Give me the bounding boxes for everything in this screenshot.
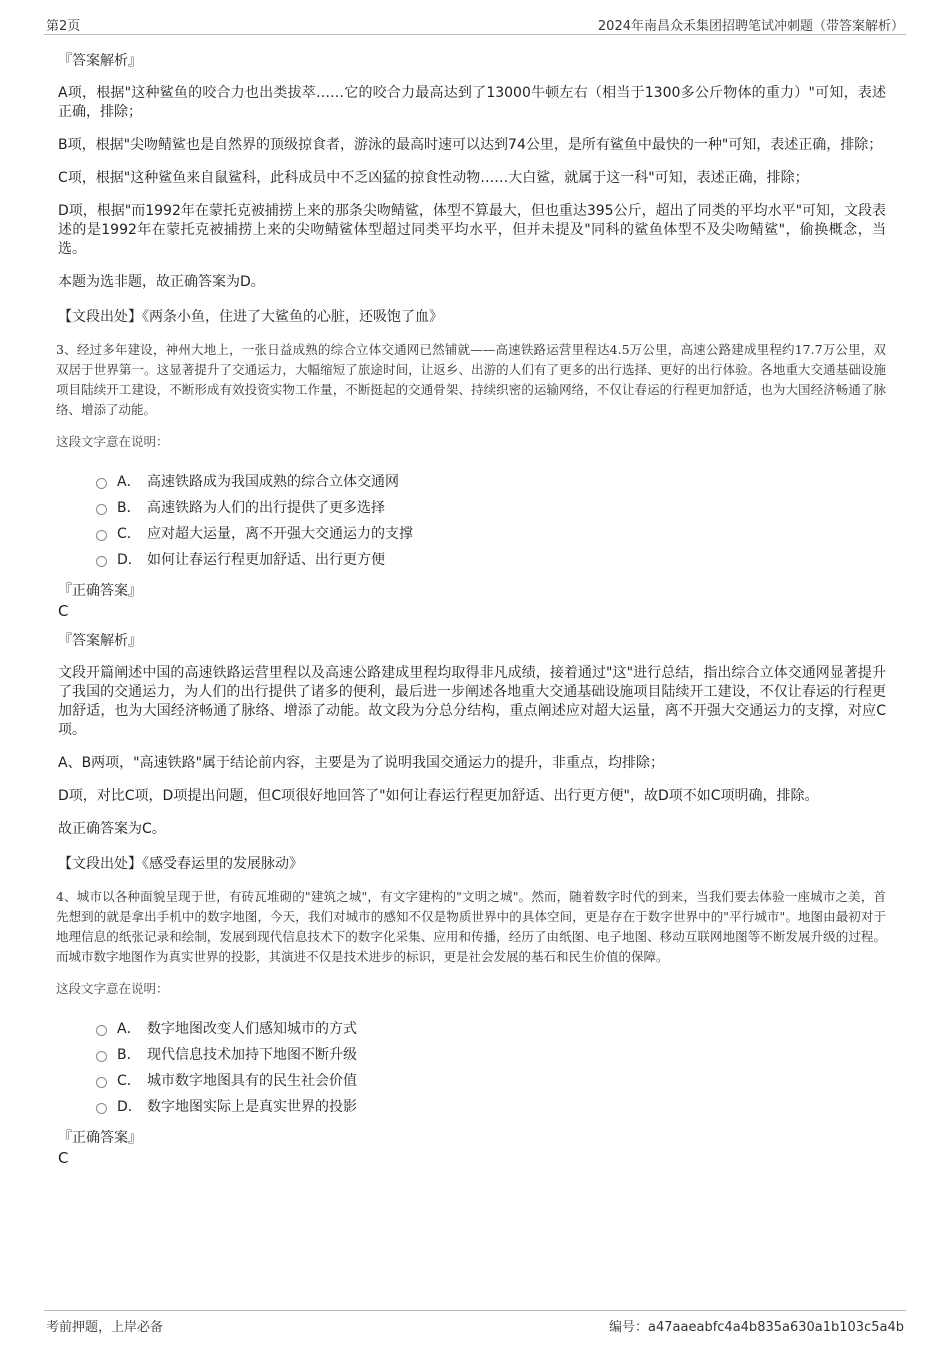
- q3-analysis-ab: A、B两项，"高速铁路"属于结论前内容，主要是为了说明我国交通运力的提升，非重点，均排除；: [58, 755, 665, 771]
- q3-question: 3、经过多年建设，神州大地上，一张日益成熟的综合立体交通网已然铺就——高速铁路运营里程达4.5万公里，高速公路建成里程约17.7万公里，双双居于世界第一。这显著提升了交通运力，大幅缩短了旅途时间，让返乡、出游的人们有了更多的出行选择、更好的出行体验。各地重大交通基础设施项目陆续开工建设，不断形成有效投资实物工作量，不断挺起的交通骨架、持续织密的运输网络，不仅让春运的行程更加舒适，也为大国经济畅通了脉络、增添了动能。: [56, 342, 886, 417]
- q3-prompt: 这段文字意在说明：: [56, 434, 169, 449]
- q2-analysis-d: D项，根据"而1992年在蒙托克被捕捞上来的那条尖吻鲭鲨，体型不算最大，但也重达395公斤，超出了同类的平均水平"可知，文段表述的是1992年在蒙托克被捕捞上来的尖吻鲭鲨体型超过同类平均水平，但并未提及"同科的鲨鱼体型不及尖吻鲭鲨"，偷换概念，当选。: [58, 203, 887, 257]
- q2-source: 【文段出处】《两条小鱼，住进了大鲨鱼的心脏，还吸饱了血》: [58, 309, 443, 325]
- radio-icon[interactable]: [96, 1025, 107, 1036]
- q2-analysis-a: A项，根据"这种鲨鱼的咬合力也出类拔萃……它的咬合力最高达到了13000牛顿左右（相当于1300多公斤物体的重力）"可知，表述正确，排除；: [58, 85, 886, 120]
- q3-analysis-d: D项，对比C项，D项提出问题，但C项很好地回答了"如何让春运行程更加舒适、出行更方便"，故D项不如C项明确，排除。: [58, 788, 819, 804]
- footer-slogan: 考前押题，上岸必备: [46, 1320, 164, 1335]
- q4-option-c[interactable]: C． 城市数字地图具有的民生社会价值: [96, 1067, 886, 1093]
- q4-options: [96, 1015, 886, 1119]
- document-id: 编号：a47aaeabfc4a4b835a630a1b103c5a4b: [609, 1320, 904, 1335]
- q3-option-b[interactable]: B． 高速铁路为人们的出行提供了更多选择: [96, 494, 886, 520]
- q3-analysis-main: 文段开篇阐述中国的高速铁路运营里程以及高速公路建成里程均取得非凡成绩，接着通过"这"进行总结，指出综合立体交通网显著提升了我国的交通运力，为人们的出行提供了诸多的便利，最后进一步阐述各地重大交通基础设施项目陆续开工建设，不仅让春运的行程更加舒适，也为大国经济畅通了脉络、增添了动能。故文段为分总分结构，重点阐述应对超大运量，离不开强大交通运力的支撑，对应C项。: [58, 665, 886, 738]
- q4-answer: C: [58, 1149, 69, 1167]
- q3-option-d[interactable]: D． 如何让春运行程更加舒适、出行更方便: [96, 546, 886, 572]
- q4-prompt: 这段文字意在说明：: [56, 981, 169, 996]
- q4-option-b[interactable]: B． 现代信息技术加持下地图不断升级: [96, 1041, 886, 1067]
- page-footer: [44, 1310, 906, 1333]
- q3-option-a[interactable]: A． 高速铁路成为我国成熟的综合立体交通网: [96, 468, 886, 494]
- page-number: 第2页: [46, 19, 81, 34]
- q2-analysis-c: C项，根据"这种鲨鱼来自鼠鲨科，此科成员中不乏凶猛的掠食性动物……大白鲨，就属于这一科"可知，表述正确，排除；: [58, 170, 809, 186]
- q2-conclusion: 本题为选非题，故正确答案为D。: [58, 274, 265, 290]
- document-body: [56, 44, 886, 1177]
- radio-icon[interactable]: [96, 530, 107, 541]
- q4-option-a[interactable]: A． 数字地图改变人们感知城市的方式: [96, 1015, 886, 1041]
- radio-icon[interactable]: [96, 504, 107, 515]
- q3-options: [96, 468, 886, 572]
- radio-icon[interactable]: [96, 556, 107, 567]
- q3-conclusion: 故正确答案为C。: [58, 821, 166, 837]
- q4-answer-label: 『正确答案』: [58, 1130, 142, 1146]
- q2-analysis-label: 『答案解析』: [58, 53, 142, 69]
- q4-option-d[interactable]: D． 数字地图实际上是真实世界的投影: [96, 1093, 886, 1119]
- q3-option-c[interactable]: C． 应对超大运量，离不开强大交通运力的支撑: [96, 520, 886, 546]
- radio-icon[interactable]: [96, 478, 107, 489]
- q3-source: 【文段出处】《感受春运里的发展脉动》: [58, 856, 303, 872]
- document-title: 2024年南昌众禾集团招聘笔试冲刺题（带答案解析）: [597, 19, 904, 34]
- q2-analysis-b: B项，根据"尖吻鲭鲨也是自然界的顶级掠食者，游泳的最高时速可以达到74公里，是所有鲨鱼中最快的一种"可知，表述正确，排除；: [58, 137, 883, 153]
- radio-icon[interactable]: [96, 1103, 107, 1114]
- q3-analysis-label: 『答案解析』: [58, 633, 142, 649]
- q4-question: 4、城市以各种面貌呈现于世，有砖瓦堆砌的"建筑之城"，有文字建构的"文明之城"。然而，随着数字时代的到来，当我们要去体验一座城市之美，首先想到的就是拿出手机中的数字地图，今天，我们对城市的感知不仅是物质世界中的具体空间，更是存在于数字世界中的"平行城市"。地图由最初对于地理信息的纸张记录和绘制，发展到现代信息技术下的数字化采集、应用和传播，经历了由纸图、电子地图、移动互联网地图等不断发展升级的过程。而城市数字地图作为真实世界的投影，其演进不仅是技术进步的标识，更是社会发展的基石和民生价值的保障。: [56, 889, 886, 964]
- radio-icon[interactable]: [96, 1051, 107, 1062]
- radio-icon[interactable]: [96, 1077, 107, 1088]
- q3-answer: C: [58, 602, 69, 620]
- q3-answer-label: 『正确答案』: [58, 583, 142, 599]
- page-header: [44, 12, 906, 35]
